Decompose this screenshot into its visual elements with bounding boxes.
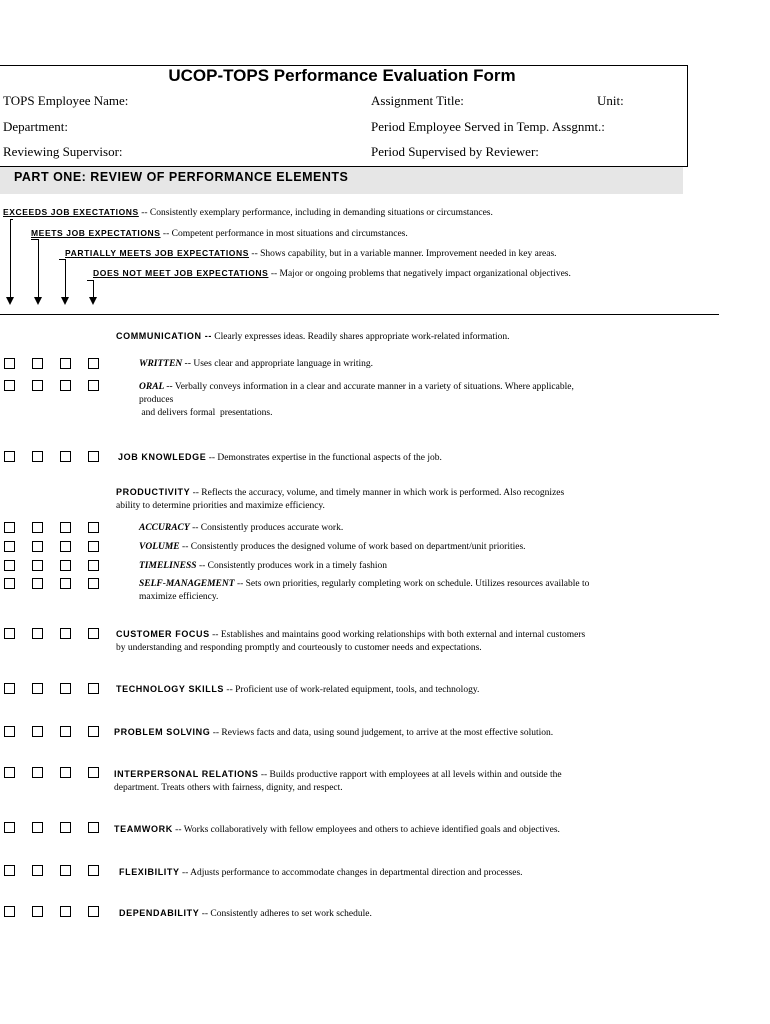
element-desc: -- Consistently produces the designed volume of work based on department/unit priorities. [179, 542, 526, 552]
element-desc-line2: produces [139, 395, 174, 405]
job-knowledge-meets-checkbox[interactable] [32, 451, 43, 462]
teamwork-exceeds-checkbox[interactable] [4, 822, 15, 833]
element-desc: -- Reflects the accuracy, volume, and timely manner in which work is performed. Also recognizes [190, 488, 565, 498]
accuracy-partially-checkbox[interactable] [60, 522, 71, 533]
written-exceeds-checkbox[interactable] [4, 358, 15, 369]
oral-meets-checkbox[interactable] [32, 380, 43, 391]
level-name: DOES NOT MEET JOB EXPECTATIONS [93, 268, 269, 278]
element-name: INTERPERSONAL RELATIONS [114, 769, 259, 779]
element-name: VOLUME [139, 542, 180, 552]
element-desc-line2: department. Treats others with fairness, dignity, and respect. [114, 783, 343, 793]
element-desc: -- Establishes and maintains good working relationships with both external and internal customers [209, 630, 586, 640]
timeliness-does-not-meet-checkbox[interactable] [88, 560, 99, 571]
period-served-label: Period Employee Served in Temp. Assgnmt.: [371, 119, 605, 134]
teamwork-partially-checkbox[interactable] [60, 822, 71, 833]
element-desc: Verbally conveys information in a clear and accurate manner in a variety of situations. Where applicable, [172, 382, 574, 392]
element-desc: Clearly expresses ideas. Readily shares appropriate work-related information. [211, 332, 510, 342]
interpersonal-exceeds-checkbox[interactable] [4, 767, 15, 778]
partially-bracket-line [65, 259, 66, 297]
element-desc-line3: and delivers formal presentations. [139, 408, 273, 418]
self-management-exceeds-checkbox[interactable] [4, 578, 15, 589]
reviewing-supervisor-label: Reviewing Supervisor: [3, 144, 123, 159]
interpersonal-partially-checkbox[interactable] [60, 767, 71, 778]
written-meets-checkbox[interactable] [32, 358, 43, 369]
written-partially-checkbox[interactable] [60, 358, 71, 369]
self-management-does-not-meet-checkbox[interactable] [88, 578, 99, 589]
level-desc: -- Major or ongoing problems that negatively impact organizational objectives. [268, 269, 571, 279]
written-does-not-meet-checkbox[interactable] [88, 358, 99, 369]
element-name: TECHNOLOGY SKILLS [116, 684, 225, 694]
accuracy-exceeds-checkbox[interactable] [4, 522, 15, 533]
teamwork-element [114, 823, 560, 837]
technology-skills-partially-checkbox[interactable] [60, 683, 71, 694]
customer-focus-element [116, 628, 686, 655]
timeliness-meets-checkbox[interactable] [32, 560, 43, 571]
customer-focus-does-not-meet-checkbox[interactable] [88, 628, 99, 639]
technology-skills-element [116, 683, 479, 697]
element-desc: -- Adjusts performance to accommodate changes in departmental direction and processes. [179, 868, 523, 878]
oral-does-not-meet-checkbox[interactable] [88, 380, 99, 391]
arrow-down-icon [61, 297, 69, 305]
timeliness-exceeds-checkbox[interactable] [4, 560, 15, 571]
does-not-meet-bracket-tick [87, 280, 94, 281]
level-name: MEETS JOB EXPECTATIONS [31, 228, 161, 238]
problem-solving-element [114, 726, 553, 740]
self-management-partially-checkbox[interactable] [60, 578, 71, 589]
unit-label: Unit: [597, 93, 624, 108]
teamwork-does-not-meet-checkbox[interactable] [88, 822, 99, 833]
volume-partially-checkbox[interactable] [60, 541, 71, 552]
accuracy-meets-checkbox[interactable] [32, 522, 43, 533]
period-supervised-label: Period Supervised by Reviewer: [371, 144, 539, 159]
element-name: PRODUCTIVITY [116, 487, 191, 497]
element-desc-line2: ability to determine priorities and maximize efficiency. [116, 501, 325, 511]
customer-focus-exceeds-checkbox[interactable] [4, 628, 15, 639]
technology-skills-exceeds-checkbox[interactable] [4, 683, 15, 694]
element-desc: -- Demonstrates expertise in the functional aspects of the job. [206, 453, 442, 463]
problem-solving-exceeds-checkbox[interactable] [4, 726, 15, 737]
does-not-meet-bracket-line [93, 280, 94, 297]
dependability-meets-checkbox[interactable] [32, 906, 43, 917]
timeliness-partially-checkbox[interactable] [60, 560, 71, 571]
technology-skills-meets-checkbox[interactable] [32, 683, 43, 694]
element-name: PROBLEM SOLVING [114, 727, 211, 737]
element-desc: -- Builds productive rapport with employees at all levels within and outside the [258, 770, 562, 780]
element-desc: -- Works collaboratively with fellow employees and others to achieve identified goals and objectives. [172, 825, 560, 835]
element-name: COMMUNICATION -- [116, 331, 212, 341]
form-title: UCOP-TOPS Performance Evaluation Form [168, 66, 516, 85]
element-name: ACCURACY [139, 523, 190, 533]
element-name: TEAMWORK [114, 824, 173, 834]
productivity-element [116, 486, 676, 513]
element-name: FLEXIBILITY [119, 867, 180, 877]
job-knowledge-partially-checkbox[interactable] [60, 451, 71, 462]
element-name: DEPENDABILITY [119, 908, 200, 918]
problem-solving-partially-checkbox[interactable] [60, 726, 71, 737]
job-knowledge-element [118, 451, 442, 465]
level-exceeds [3, 207, 493, 218]
arrow-down-icon [34, 297, 42, 305]
element-desc: -- Reviews facts and data, using sound judgement, to arrive at the most effective solution. [210, 728, 554, 738]
element-name: CUSTOMER FOCUS [116, 629, 210, 639]
dependability-element [119, 907, 372, 921]
written-element [139, 358, 373, 371]
meets-bracket-line [38, 239, 39, 297]
element-desc-line2: by understanding and responding promptly and courteously to customer needs and expectations. [116, 643, 482, 653]
flexibility-partially-checkbox[interactable] [60, 865, 71, 876]
element-desc: -- Consistently produces work in a timely fashion [196, 561, 388, 571]
teamwork-meets-checkbox[interactable] [32, 822, 43, 833]
communication-element [116, 330, 509, 344]
technology-skills-does-not-meet-checkbox[interactable] [88, 683, 99, 694]
accuracy-does-not-meet-checkbox[interactable] [88, 522, 99, 533]
accuracy-element [139, 522, 343, 535]
element-name: JOB KNOWLEDGE [118, 452, 207, 462]
department-label: Department: [3, 119, 68, 134]
level-name: PARTIALLY MEETS JOB EXPECTATIONS [65, 248, 250, 258]
dependability-does-not-meet-checkbox[interactable] [88, 906, 99, 917]
interpersonal-element [114, 768, 674, 795]
level-does-not-meet [93, 268, 571, 279]
element-name: ORAL -- [139, 382, 173, 392]
level-desc: -- Competent performance in most situations and circumstances. [160, 229, 408, 239]
exceeds-bracket-tick [10, 219, 13, 220]
dependability-partially-checkbox[interactable] [60, 906, 71, 917]
interpersonal-does-not-meet-checkbox[interactable] [88, 767, 99, 778]
level-desc: -- Consistently exemplary performance, including in demanding situations or circumstances. [138, 208, 493, 218]
oral-element [139, 381, 699, 420]
flexibility-meets-checkbox[interactable] [32, 865, 43, 876]
volume-element [139, 541, 526, 554]
flexibility-exceeds-checkbox[interactable] [4, 865, 15, 876]
volume-exceeds-checkbox[interactable] [4, 541, 15, 552]
level-partially-meets [65, 248, 557, 259]
interpersonal-meets-checkbox[interactable] [32, 767, 43, 778]
job-knowledge-exceeds-checkbox[interactable] [4, 451, 15, 462]
arrow-down-icon [6, 297, 14, 305]
element-desc: Uses clear and appropriate language in writing. [191, 359, 374, 369]
volume-meets-checkbox[interactable] [32, 541, 43, 552]
part-one-heading: PART ONE: REVIEW OF PERFORMANCE ELEMENTS [14, 170, 349, 184]
partially-bracket-tick [59, 259, 66, 260]
flexibility-does-not-meet-checkbox[interactable] [88, 865, 99, 876]
element-desc: -- Proficient use of work-related equipment, tools, and technology. [224, 685, 480, 695]
employee-name-label: TOPS Employee Name: [3, 93, 129, 108]
assignment-title-label: Assignment Title: [371, 93, 464, 108]
dependability-exceeds-checkbox[interactable] [4, 906, 15, 917]
level-meets [31, 228, 408, 239]
section-divider [0, 314, 719, 315]
element-desc: -- Consistently adheres to set work schedule. [199, 909, 372, 919]
meets-bracket-tick [31, 239, 39, 240]
level-name: EXCEEDS JOB EXECTATIONS [3, 207, 139, 217]
self-management-element [139, 578, 699, 604]
timeliness-element [139, 560, 387, 573]
element-desc: -- Consistently produces accurate work. [189, 523, 344, 533]
exceeds-bracket-line [10, 219, 11, 297]
customer-focus-meets-checkbox[interactable] [32, 628, 43, 639]
arrow-down-icon [89, 297, 97, 305]
element-desc: -- Sets own priorities, regularly completing work on schedule. Utilizes resources available to [234, 579, 590, 589]
oral-exceeds-checkbox[interactable] [4, 380, 15, 391]
element-desc-line2: maximize efficiency. [139, 592, 219, 602]
flexibility-element [119, 866, 523, 880]
customer-focus-partially-checkbox[interactable] [60, 628, 71, 639]
oral-partially-checkbox[interactable] [60, 380, 71, 391]
level-desc: -- Shows capability, but in a variable manner. Improvement needed in key areas. [249, 249, 557, 259]
volume-does-not-meet-checkbox[interactable] [88, 541, 99, 552]
self-management-meets-checkbox[interactable] [32, 578, 43, 589]
element-name: SELF-MANAGEMENT [139, 579, 235, 589]
problem-solving-does-not-meet-checkbox[interactable] [88, 726, 99, 737]
job-knowledge-does-not-meet-checkbox[interactable] [88, 451, 99, 462]
element-name: WRITTEN -- [139, 359, 191, 369]
element-name: TIMELINESS [139, 561, 197, 571]
problem-solving-meets-checkbox[interactable] [32, 726, 43, 737]
